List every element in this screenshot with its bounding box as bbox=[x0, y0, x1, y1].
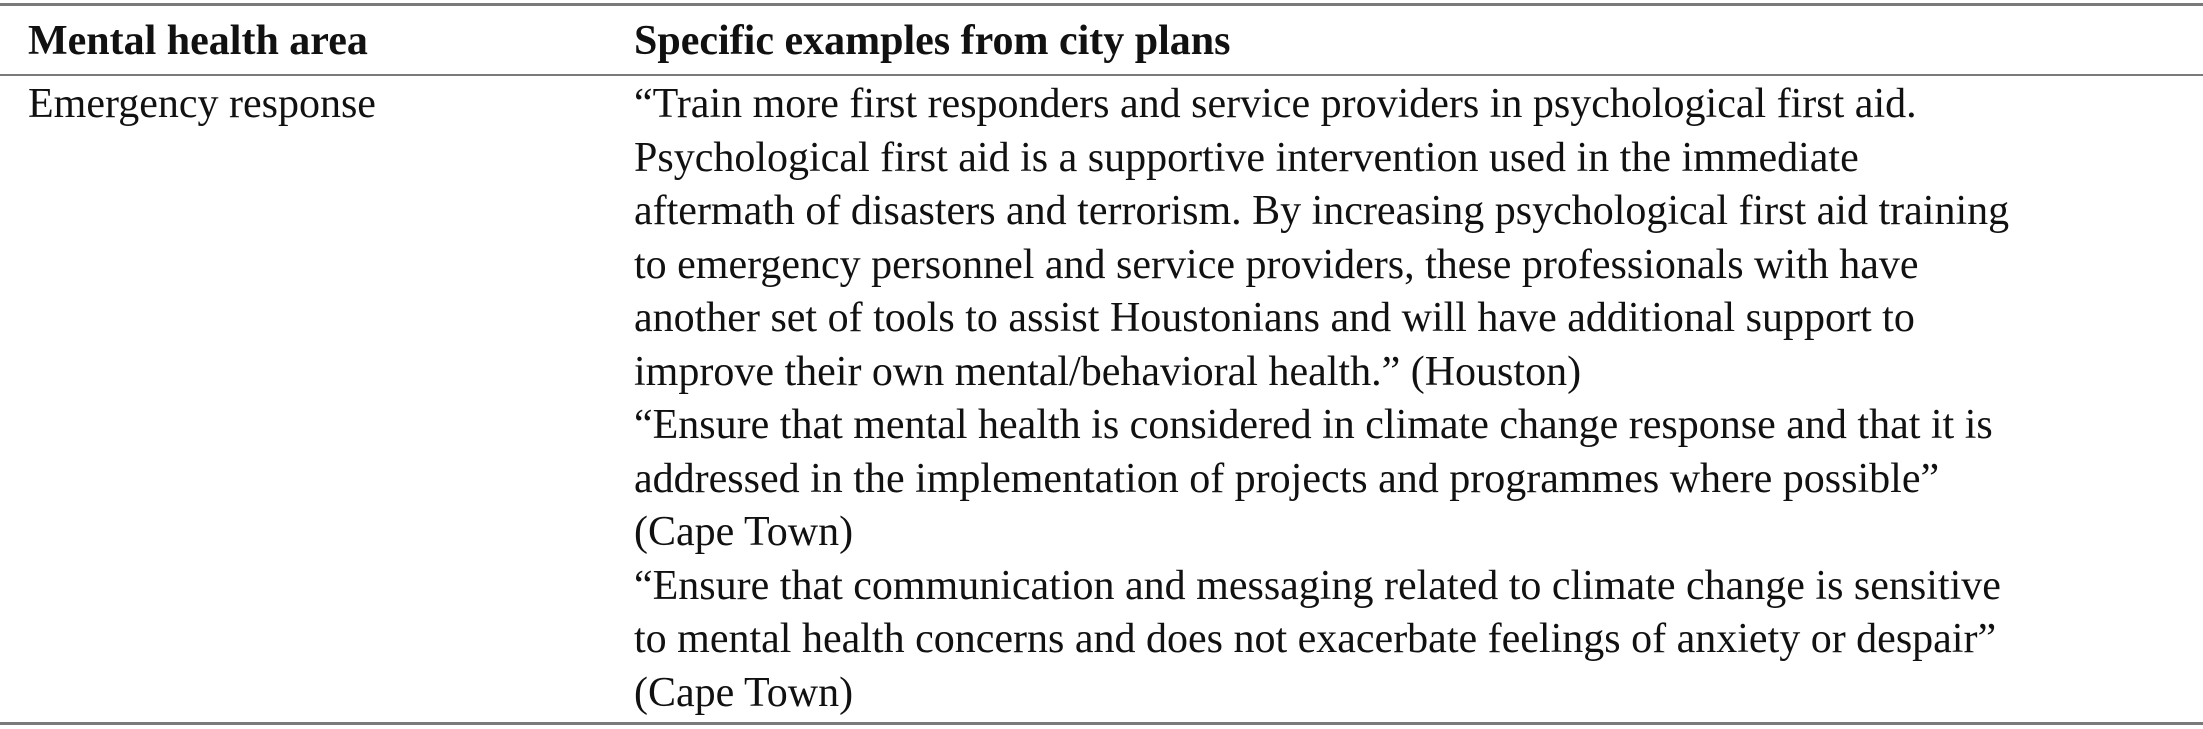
example-quote-houston bbox=[634, 78, 2194, 399]
example-quote-cape-town-response bbox=[634, 399, 2194, 560]
quote-line: addressed in the implementation of projects and programmes where possible” bbox=[634, 455, 1940, 502]
quote-line: “Ensure that mental health is considered in climate change response and that it is bbox=[634, 402, 1993, 448]
cell-specific-examples bbox=[634, 78, 2194, 720]
quote-line: aftermath of disasters and terrorism. By increasing psychological first aid training bbox=[634, 188, 2010, 234]
quote-line: to emergency personnel and service providers, these professionals with have bbox=[634, 241, 1919, 288]
quote-line: to mental health concerns and does not exacerbate feelings of anxiety or despair” bbox=[634, 616, 1997, 662]
quote-line: (Cape Town) bbox=[634, 669, 854, 716]
table-bottom-rule bbox=[0, 722, 2203, 725]
quote-line: another set of tools to assist Houstonians and will have additional support to bbox=[634, 295, 1915, 341]
quote-line: (Cape Town) bbox=[634, 509, 854, 555]
header-mental-health-area: Mental health area bbox=[28, 18, 368, 64]
example-quote-cape-town-messaging bbox=[634, 560, 2194, 721]
quote-line: “Ensure that communication and messaging related to climate change is sensitive bbox=[634, 562, 2001, 609]
table-header-row bbox=[0, 6, 2203, 74]
quote-line: improve their own mental/behavioral health.” (Houston) bbox=[634, 348, 1582, 395]
header-specific-examples: Specific examples from city plans bbox=[634, 18, 1231, 64]
cell-mental-health-area: Emergency response bbox=[28, 81, 376, 127]
quote-line: “Train more first responders and service providers in psychological first aid. bbox=[634, 81, 1917, 127]
table-row bbox=[0, 76, 2203, 722]
quote-line: Psychological first aid is a supportive intervention used in the immediate bbox=[634, 134, 1859, 181]
